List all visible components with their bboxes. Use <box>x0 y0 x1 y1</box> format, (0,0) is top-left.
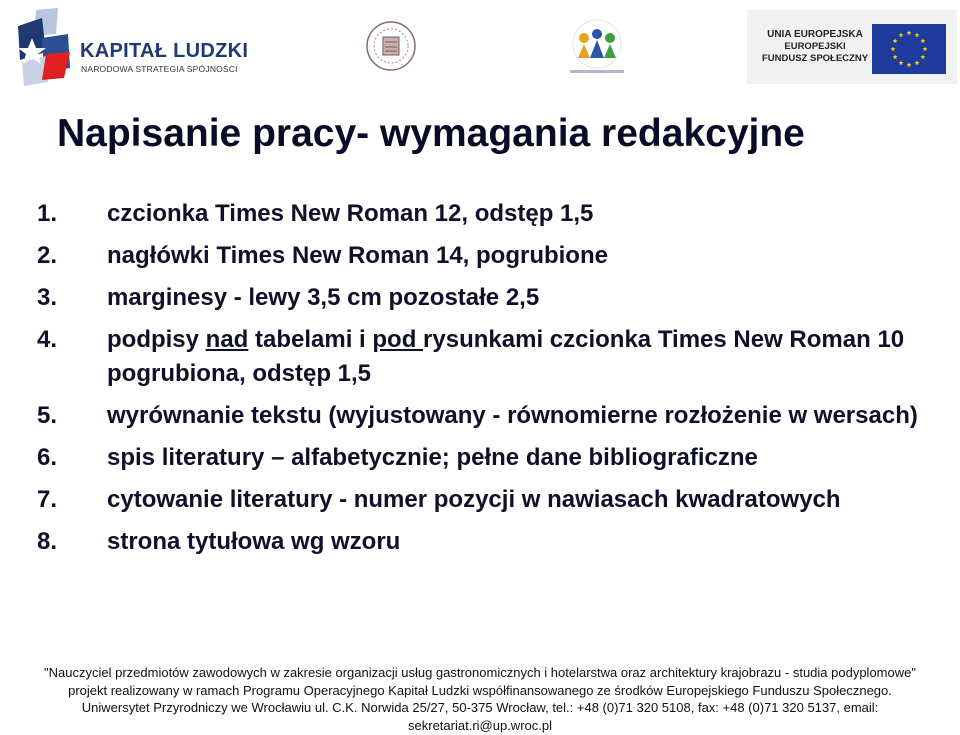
footer-line-address: Uniwersytet Przyrodniczy we Wrocławiu ul. C.K. Norwida 25/27, 50-375 Wrocław, tel.: +48 (0)71 320 5108, fax: +48 (0)71 320 5137, email: <box>81 700 879 715</box>
university-seal-icon <box>365 20 417 72</box>
list-item <box>37 197 937 231</box>
list-item-number: 1. <box>37 200 58 227</box>
list-item-number: 3. <box>37 284 58 311</box>
eu-logo-text <box>761 29 869 65</box>
text-segment: podpisy <box>107 326 206 353</box>
header-logos <box>0 0 960 95</box>
list-item-number: 4. <box>37 326 58 353</box>
list-item-number: 2. <box>37 242 58 269</box>
list-item-text: spis literatury – alfabetycznie; pełne dane bibliograficzne <box>107 444 758 471</box>
kapital-ludzki-logo <box>12 8 262 86</box>
list-item-text: marginesy - lewy 3,5 cm pozostałe 2,5 <box>107 284 540 311</box>
kapital-ludzki-emblem-icon <box>12 8 76 86</box>
list-item <box>37 525 937 559</box>
list-item <box>37 281 937 315</box>
eu-logo-line3: FUNDUSZ SPOŁECZNY <box>761 53 869 64</box>
list-item-text <box>107 323 937 391</box>
list-item <box>37 399 937 433</box>
kapital-ludzki-title: KAPITAŁ LUDZKI <box>80 40 249 62</box>
footer-line-email: sekretariat.ri@up.wroc.pl <box>408 717 552 733</box>
list-item <box>37 483 937 517</box>
underlined-word-pod: pod <box>372 326 424 353</box>
list-item-number: 5. <box>37 402 58 429</box>
text-segment: rysunkami czcionka Times New Roman 10 pogrubiona, odstęp 1,5 <box>107 326 911 387</box>
eu-flag-icon <box>872 24 946 74</box>
list-item-number: 8. <box>37 528 58 555</box>
requirements-list <box>37 197 937 567</box>
eu-social-fund-logo <box>747 10 957 84</box>
eu-logo-line2: EUROPEJSKI <box>784 41 846 52</box>
footer-line-project-name: "Nauczyciel przedmiotów zawodowych w zakresie organizacji usług gastronomicznych i hotelarstwa oraz architektury krajobrazu - studia podyplomowe" <box>44 665 916 680</box>
eu-logo-line1: UNIA EUROPEJSKA <box>767 29 863 40</box>
list-item-text: czcionka Times New Roman 12, odstęp 1,5 <box>107 200 594 227</box>
kapital-ludzki-subtitle: NARODOWA STRATEGIA SPÓJNOŚCI <box>81 64 238 74</box>
text-segment: tabelami i <box>248 326 373 353</box>
project-footer <box>0 664 960 734</box>
list-item-text: nagłówki Times New Roman 14, pogrubione <box>107 242 608 269</box>
list-item-text: wyrównanie tekstu (wyjustowany - równomierne rozłożenie w wersach) <box>107 402 918 429</box>
list-item-text: cytowanie literatury - numer pozycji w nawiasach kwadratowych <box>107 486 841 513</box>
up-wroclaw-logo-icon <box>556 14 638 80</box>
list-item-text: strona tytułowa wg wzoru <box>107 528 401 555</box>
list-item <box>37 323 937 391</box>
underlined-word-nad: nad <box>205 326 249 353</box>
slide-title: Napisanie pracy- wymagania redakcyjne <box>57 112 805 155</box>
list-item-number: 6. <box>37 444 58 471</box>
footer-line-funding: projekt realizowany w ramach Programu Operacyjnego Kapitał Ludzki współfinansowanego ze środków Europejskiego Funduszu Społecznego. <box>68 682 892 698</box>
list-item <box>37 441 937 475</box>
list-item <box>37 239 937 273</box>
list-item-number: 7. <box>37 486 58 513</box>
